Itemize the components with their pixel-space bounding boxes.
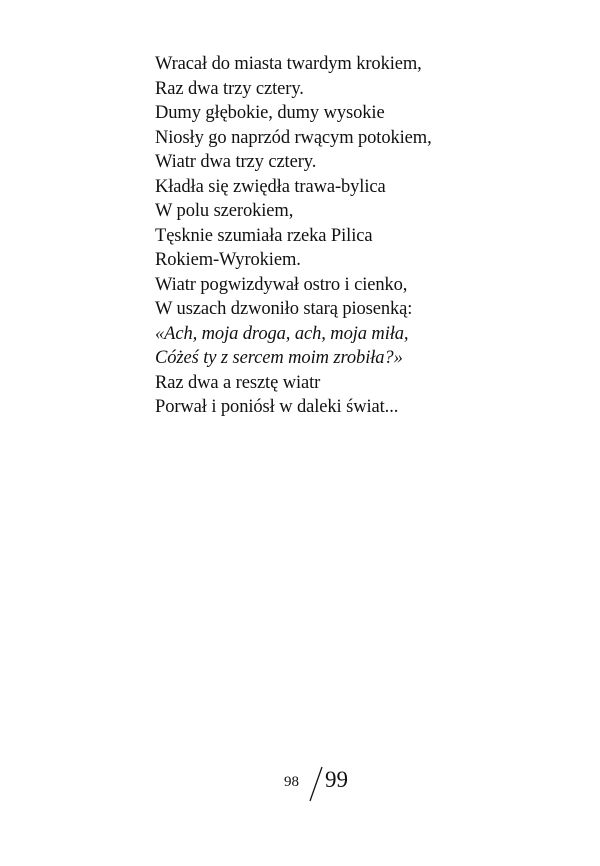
- poem-line: W polu szerokiem,: [155, 201, 294, 221]
- page-folio: [278, 760, 368, 804]
- poem-line: Raz dwa a resztę wiatr: [155, 372, 321, 393]
- poem-line-italic: Cóżeś ty z sercem moim zrobiła?»: [155, 348, 403, 368]
- poem-body: [155, 52, 575, 420]
- poem-line: Rokiem-Wyrokiem.: [155, 250, 301, 270]
- poem-line: Kładła się zwiędła trawa-bylica: [155, 176, 386, 197]
- poem-line: Niosły go naprzód rwącym potokiem,: [155, 127, 432, 148]
- left-page-number: 98: [284, 774, 299, 790]
- poem-line: Wracał do miasta twardym krokiem,: [155, 54, 422, 74]
- poem-line: Raz dwa trzy cztery.: [155, 78, 304, 99]
- poem-line: Wiatr pogwizdywał ostro i cienko,: [155, 274, 408, 295]
- right-page-number: 99: [325, 767, 348, 792]
- poem-line: Porwał i poniósł w daleki świat...: [155, 397, 399, 417]
- poem-line: Tęsknie szumiała rzeka Pilica: [155, 225, 373, 246]
- folio-slash-divider: [308, 766, 324, 802]
- poem-line-italic: «Ach, moja droga, ach, moja miła,: [155, 323, 409, 344]
- poem-line: Wiatr dwa trzy cztery.: [155, 152, 317, 172]
- poem-line: Dumy głębokie, dumy wysokie: [155, 103, 385, 123]
- poem-line: W uszach dzwoniło starą piosenką:: [155, 299, 413, 319]
